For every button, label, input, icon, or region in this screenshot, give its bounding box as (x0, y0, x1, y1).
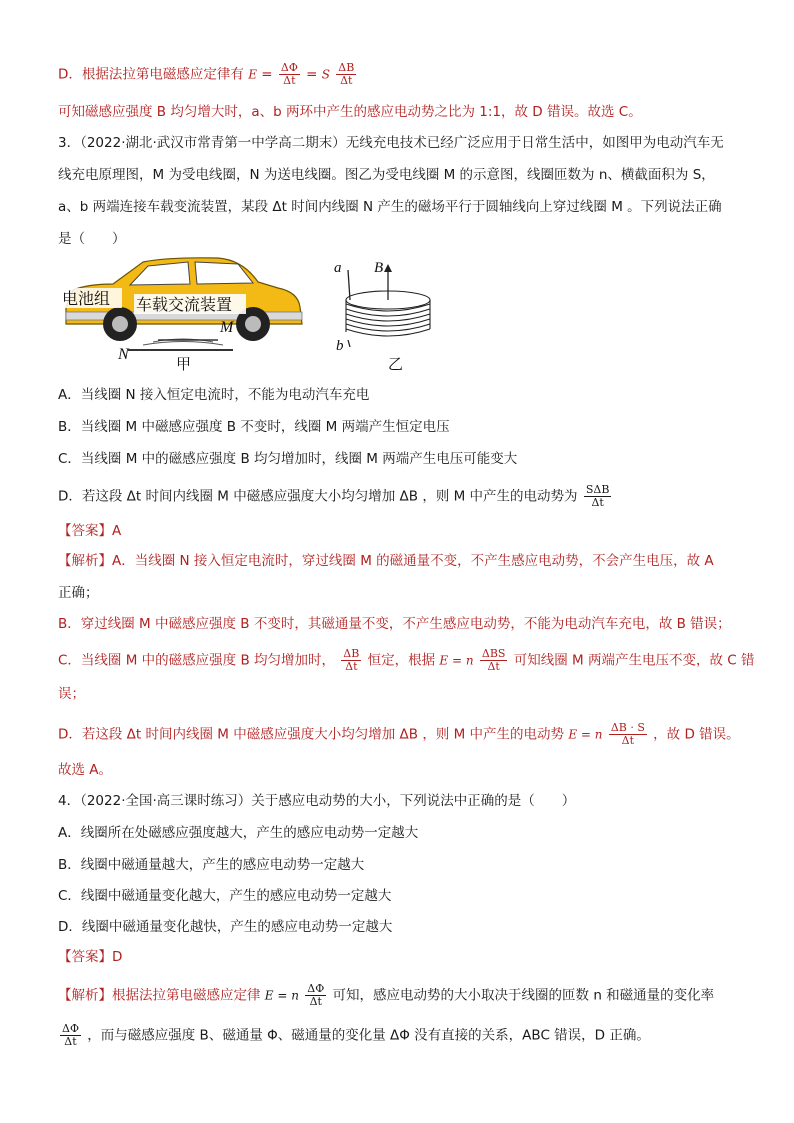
fraction-dbs-dt (609, 722, 647, 747)
q4-explanation-post: 可知，感应电动势的大小取决于线圈的匝数 n 和磁通量的变化率 (332, 987, 715, 1004)
field-b-label: B (374, 260, 384, 276)
q3-explanation-a1-text: 【解析】A．当线圈 N 接入恒定电流时，穿过线圈 M 的磁通量不变，不产生感应电动势，不会产生电压，故 A (58, 553, 714, 569)
fraction-num: SΔB (585, 483, 610, 496)
fraction-num: ΔΦ (307, 982, 325, 995)
q4-stem: 4．（2022·全国·高三课时练习）关于感应电动势的大小，下列说法中正确的是（ ） (58, 793, 576, 809)
prev-d-text: D．根据法拉第电磁感应定律有 (58, 66, 244, 83)
coil-n-label: N (118, 346, 129, 363)
q3-figure (58, 252, 438, 377)
terminal-b-label: b (336, 338, 344, 354)
q3-conclusion: 故选 A。 (58, 762, 113, 778)
coil-illustration (346, 264, 430, 347)
q3-option-c: C．当线圈 M 中的磁感应强度 B 均匀增加时，线圈 M 两端产生电压可能变大 (58, 451, 518, 467)
q3-option-a: A．当线圈 N 接入恒定电流时，不能为电动汽车充电 (58, 387, 370, 403)
q3-explanation-c-mid: 恒定，根据 (367, 652, 436, 669)
fraction-den: Δt (340, 74, 353, 87)
fraction-dphi-dt (305, 983, 326, 1008)
fraction-num: ΔB (343, 647, 360, 660)
q3-option-d (58, 484, 736, 509)
q4-explanation-2 (58, 1023, 736, 1048)
formula-e: E (248, 67, 257, 82)
q4-option-a: A．线圈所在处磁感应强度越大，产生的感应电动势一定越大 (58, 825, 419, 841)
fraction-den: Δt (621, 734, 635, 747)
q4-explanation-2-text: ，而与磁感应强度 B、磁通量 Φ、磁通量的变化量 ΔΦ 没有直接的关系，ABC 错误，D 正确。 (87, 1027, 650, 1044)
q3-stem-line3: a、b 两端连接车载变流装置，某段 Δt 时间内线圈 N 产生的磁场平行于圆轴线向上穿过线圈 M 。下列说法正确 (58, 199, 722, 215)
fraction-num: ΔB (338, 61, 355, 74)
fraction-den: Δt (345, 660, 358, 673)
q3-option-d-fraction (584, 484, 612, 509)
q3-explanation-d (58, 721, 740, 747)
q4-option-b: B．线圈中磁通量越大，产生的感应电动势一定越大 (58, 857, 365, 873)
fraction-den: Δt (309, 995, 322, 1008)
prev-d-line (58, 62, 736, 87)
q3-explanation-c-pre: C．当线圈 M 中的磁感应强度 B 均匀增加时， (58, 652, 335, 669)
fraction-dbs-dt (480, 648, 508, 673)
fraction-num: ΔBS (481, 647, 506, 660)
q3-answer: 【答案】A (58, 523, 122, 539)
q3-explanation-c-post: 可知线圈 M 两端产生电压不变，故 C 错 (513, 652, 755, 669)
q3-explanation-b: B．穿过线圈 M 中磁感应强度 B 不变时，其磁通量不变，不产生感应电动势，不能为电动汽车充电，故 B 错误； (58, 616, 731, 632)
fraction-den: Δt (591, 496, 604, 509)
q4-answer: 【答案】D (58, 949, 123, 965)
fraction-dphi-dt (279, 62, 300, 87)
fraction-num: ΔΦ (280, 61, 298, 74)
figure-jia-label: 甲 (176, 357, 192, 373)
q3-explanation-a1 (58, 551, 736, 571)
fraction-dphi-dt (60, 1023, 81, 1048)
q4-option-d: D．线圈中磁通量变化越快，产生的感应电动势一定越大 (58, 919, 393, 935)
q3-explanation-c (58, 647, 755, 673)
q3-explanation-a2: 正确； (58, 585, 99, 601)
fraction-den: Δt (64, 1035, 77, 1048)
formula-s: S (321, 67, 330, 82)
fraction-den: Δt (283, 74, 296, 87)
car-coil-diagram (58, 252, 438, 377)
formula-e-n: E = n (568, 727, 603, 742)
q3-option-b: B．当线圈 M 中磁感应强度 B 不变时，线圈 M 两端产生恒定电压 (58, 419, 450, 435)
q3-explanation-d-post: ，故 D 错误。 (653, 726, 740, 743)
battery-label: 电池组 (62, 291, 111, 308)
converter-label: 车载交流装置 (136, 297, 233, 314)
q3-explanation-c2: 误； (58, 686, 85, 702)
q4-explanation-pre: 【解析】根据法拉第电磁感应定律 (58, 987, 261, 1004)
fraction-db-dt (336, 62, 356, 87)
formula-eq2: = (306, 66, 318, 83)
q3-explanation-d-pre: D．若这段 Δt 时间内线圈 M 中磁感应强度大小均匀增加 ΔB ，则 M 中产生的电动势 (58, 726, 565, 743)
formula-e-n: E = n (439, 653, 474, 668)
prev-d-conclusion: 可知磁感应强度 B 均匀增大时，a、b 两环中产生的感应电动势之比为 1:1，故 D 错误。故选 C。 (58, 104, 642, 120)
q3-stem-line2: 线充电原理图，M 为受电线圈，N 为送电线圈。图乙为受电线圈 M 的示意图，线圈匝数为 n、横截面积为 S， (58, 167, 715, 183)
q3-option-d-text: D．若这段 Δt 时间内线圈 M 中磁感应强度大小均匀增加 ΔB ，则 M 中产生的电动势为 (58, 488, 578, 505)
terminal-a-label: a (334, 260, 342, 276)
q4-explanation-1 (58, 983, 736, 1008)
q3-stem-line4: 是（ ） (58, 231, 126, 247)
fraction-den: Δt (487, 660, 500, 673)
fraction-num: ΔB · S (610, 721, 645, 734)
coil-m-label: M (220, 319, 234, 336)
formula-eq: = (261, 66, 273, 83)
q3-stem-line1: 3．（2022·湖北·武汉市常青第一中学高二期末）无线充电技术已经广泛应用于日常生活中，如图甲为电动汽车无 (58, 135, 724, 151)
fraction-db-dt (341, 648, 361, 673)
fraction-num: ΔΦ (62, 1022, 79, 1035)
formula-e-n: E = n (264, 988, 299, 1003)
figure-yi-label: 乙 (388, 357, 404, 373)
q4-option-c: C．线圈中磁通量变化越大，产生的感应电动势一定越大 (58, 888, 392, 904)
